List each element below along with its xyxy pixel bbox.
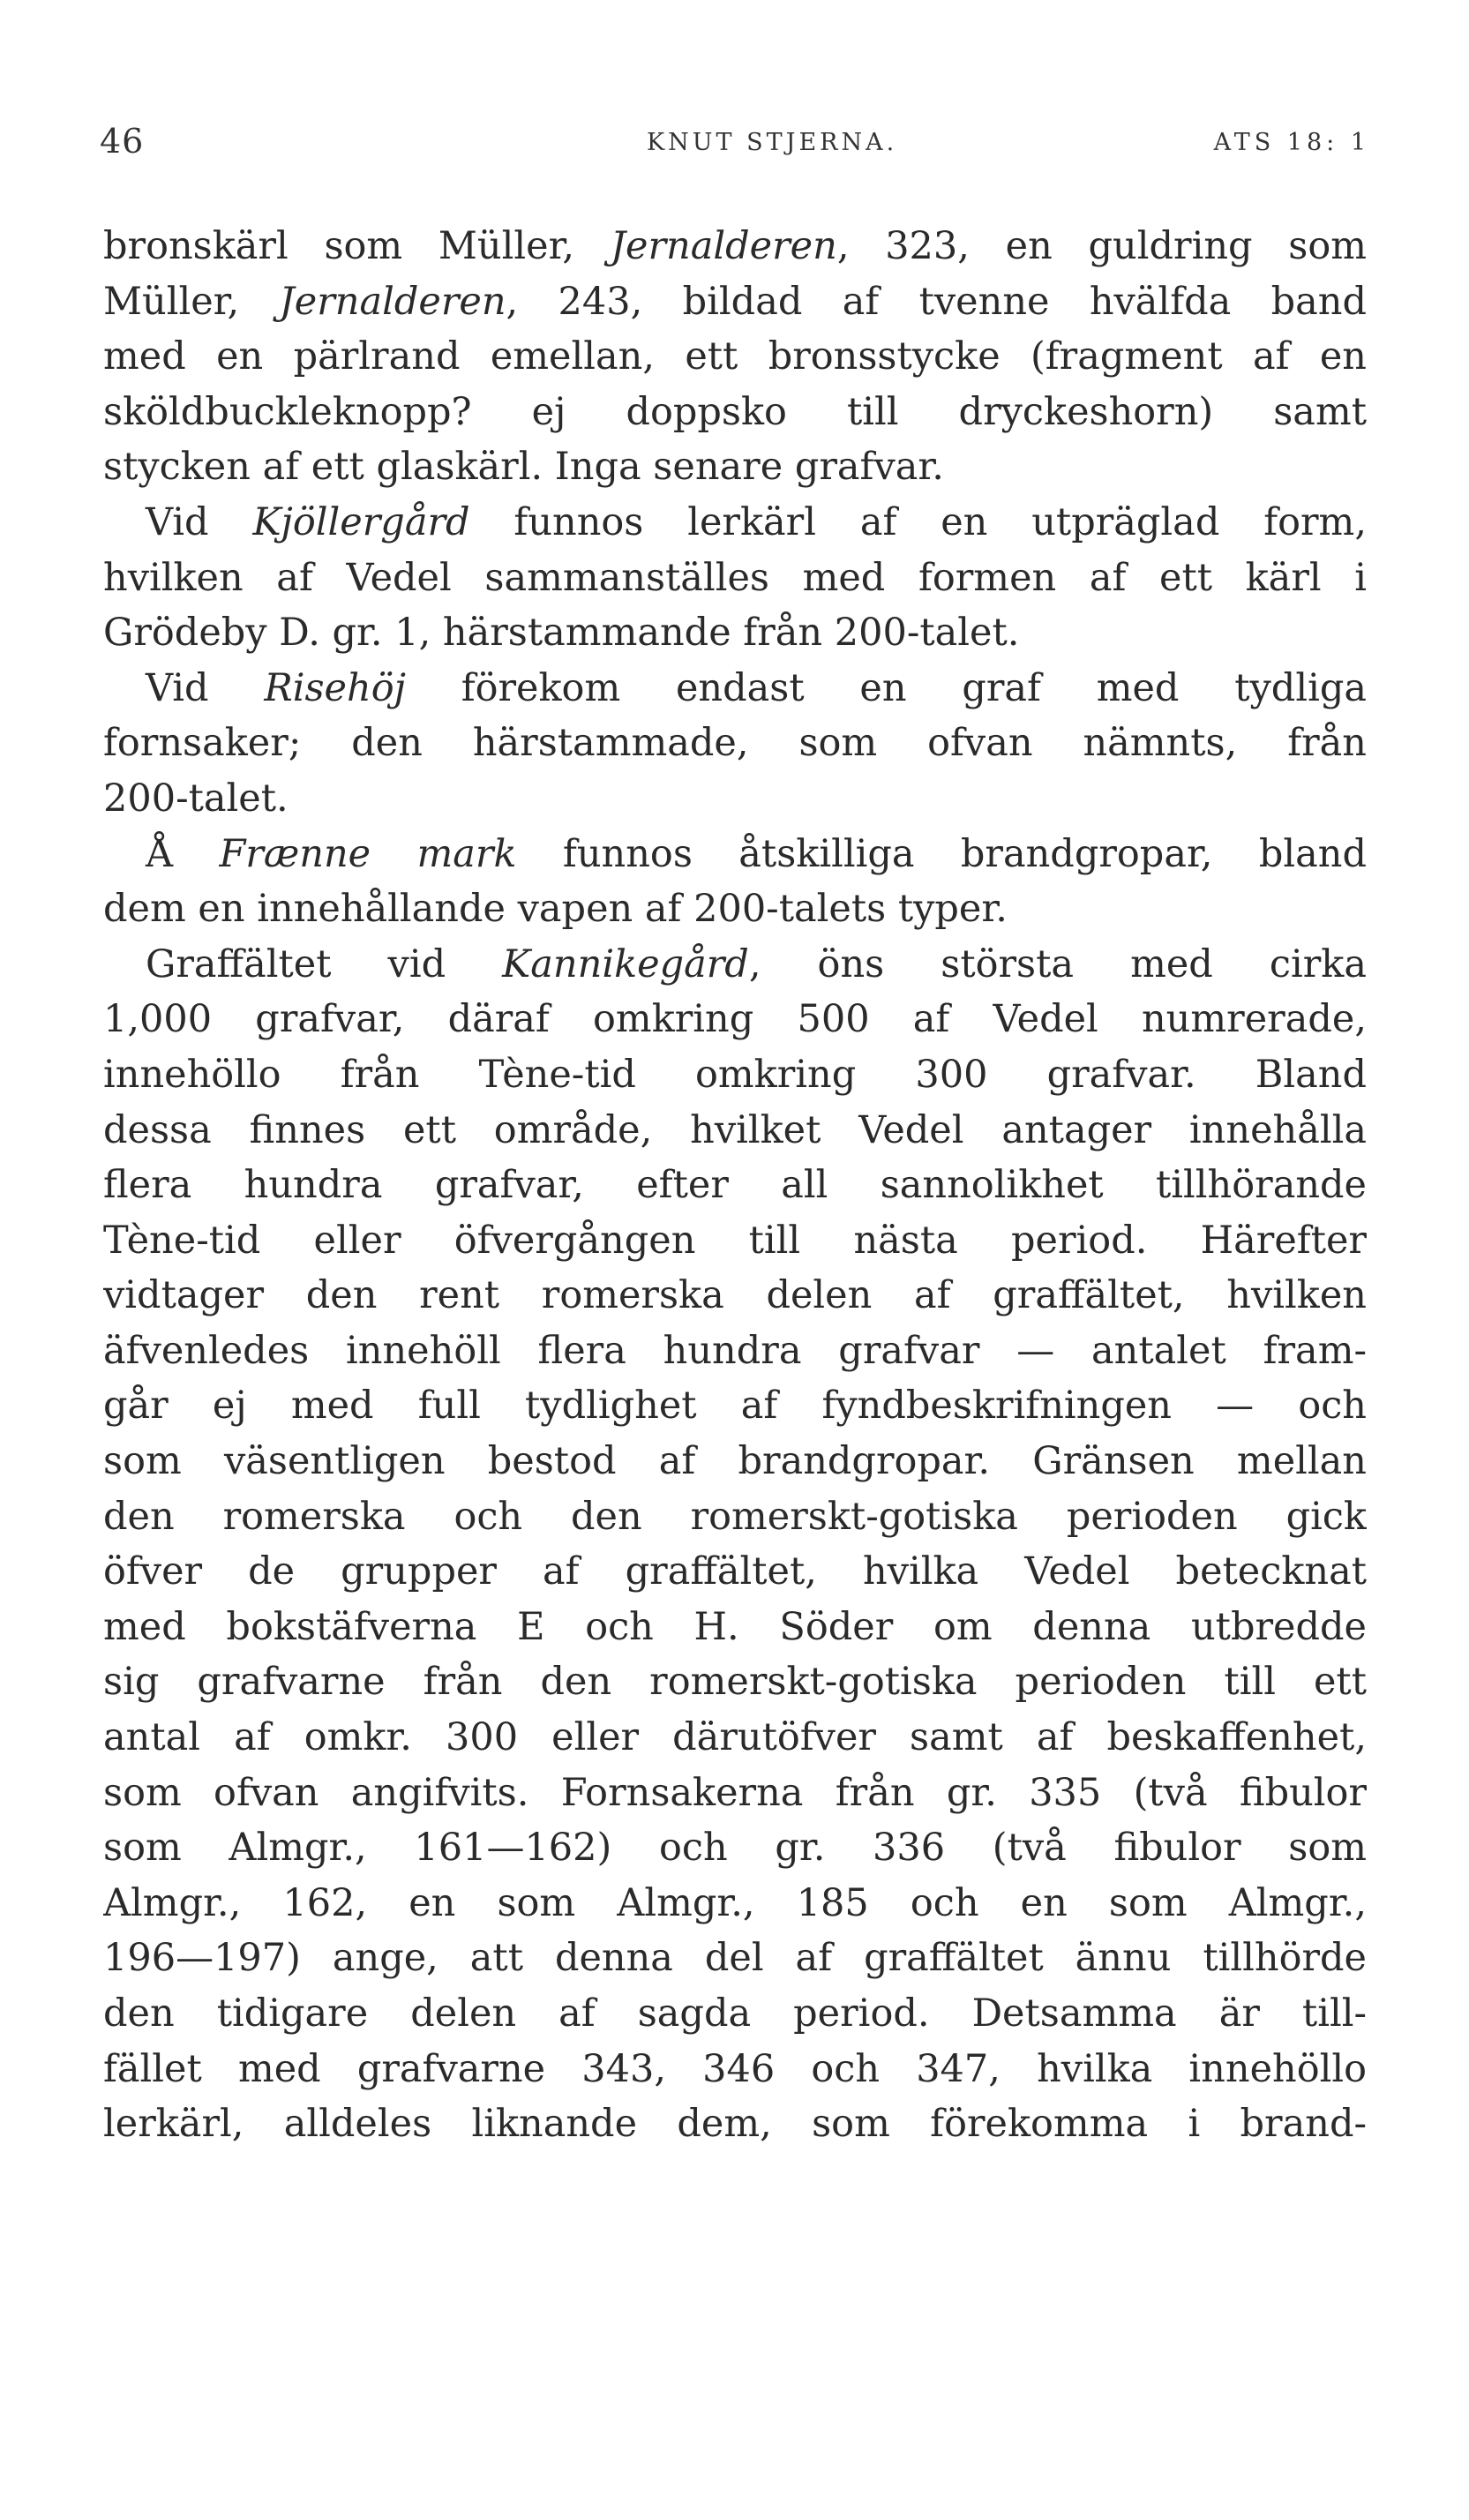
text-line: hvilken af Vedel sammanställes med formen af ett kärl i [103, 555, 1367, 600]
running-title: KNUT STJERNA. [647, 129, 898, 156]
text-line: antal af omkr. 300 eller därutöfver samt af beskaffenhet, [103, 1715, 1367, 1760]
text-line: som väsentligen bestod af brandgropar. Gränsen mellan [103, 1439, 1367, 1484]
text-line: fället med grafvarne 343, 346 och 347, hvilka innehöllo [103, 2046, 1367, 2091]
text-line: Grödeby D. gr. 1, härstammande från 200-talet. [103, 611, 1020, 656]
text-line: vidtager den rent romerska delen af graffältet, hvilken [103, 1273, 1367, 1318]
text-line: sköldbuckleknopp? ej doppsko till dryckeshorn) samt [103, 389, 1367, 434]
text-line: går ej med full tydlighet af fyndbeskrifningen — och [103, 1384, 1367, 1429]
text-line: äfvenledes innehöll flera hundra grafvar — antalet fram- [103, 1328, 1367, 1373]
text-line: fornsaker; den härstammade, som ofvan nämnts, från [103, 721, 1367, 766]
text-line: 200-talet. [103, 776, 289, 821]
text-line: Tène-tid eller öfvergången till nästa period. Härefter [103, 1218, 1367, 1263]
text-line: med en pärlrand emellan, ett bronsstycke (fragment af en [103, 334, 1367, 379]
text-line: den romerska och den romerskt-gotiska perioden gick [103, 1494, 1367, 1539]
text-line: Almgr., 162, en som Almgr., 185 och en som Almgr., [103, 1880, 1367, 1925]
series-reference: ATS 18: 1 [1213, 129, 1370, 156]
text-line: Å Frænne mark funnos åtskilliga brandgropar, bland [146, 831, 1367, 876]
text-line: Vid Risehöj förekom endast en graf med tydliga [146, 665, 1367, 710]
text-line: dem en innehållande vapen af 200-talets typer. [103, 887, 1008, 932]
text-line: öfver de grupper af graffältet, hvilka Vedel betecknat [103, 1549, 1367, 1594]
text-line: sig grafvarne från den romerskt-gotiska perioden till ett [103, 1660, 1367, 1705]
text-line: som Almgr., 161—162) och gr. 336 (två fibulor som [103, 1826, 1367, 1871]
text-line: dessa finnes ett område, hvilket Vedel antager innehålla [103, 1107, 1367, 1152]
text-line: bronskärl som Müller, Jernalderen, 323, en guldring som [103, 224, 1367, 268]
text-line: stycken af ett glaskärl. Inga senare grafvar. [103, 445, 944, 490]
text-line: lerkärl, alldeles liknande dem, som förekomma i brand- [103, 2102, 1367, 2147]
text-line: Graffältet vid Kannikegård, öns största med cirka [146, 941, 1367, 986]
text-line: den tidigare delen af sagda period. Detsamma är till- [103, 1991, 1367, 2036]
text-line: Vid Kjöllergård funnos lerkärl af en utpräglad form, [146, 499, 1367, 544]
body-text [103, 219, 1367, 2152]
text-line: 1,000 grafvar, däraf omkring 500 af Vedel numrerade, [103, 997, 1367, 1042]
page-header [100, 122, 1370, 164]
text-line: innehöllo från Tène-tid omkring 300 grafvar. Bland [103, 1052, 1367, 1097]
text-line: flera hundra grafvar, efter all sannolikhet tillhörande [103, 1163, 1367, 1208]
page-number: 46 [100, 122, 145, 161]
text-line: som ofvan angifvits. Fornsakerna från gr. 335 (två fibulor [103, 1770, 1367, 1815]
text-line: 196—197) ange, att denna del af graffältet ännu tillhörde [103, 1936, 1367, 1981]
text-line: med bokstäfverna E och H. Söder om denna utbredde [103, 1604, 1367, 1649]
text-line: Müller, Jernalderen, 243, bildad af tvenne hvälfda band [103, 279, 1367, 324]
